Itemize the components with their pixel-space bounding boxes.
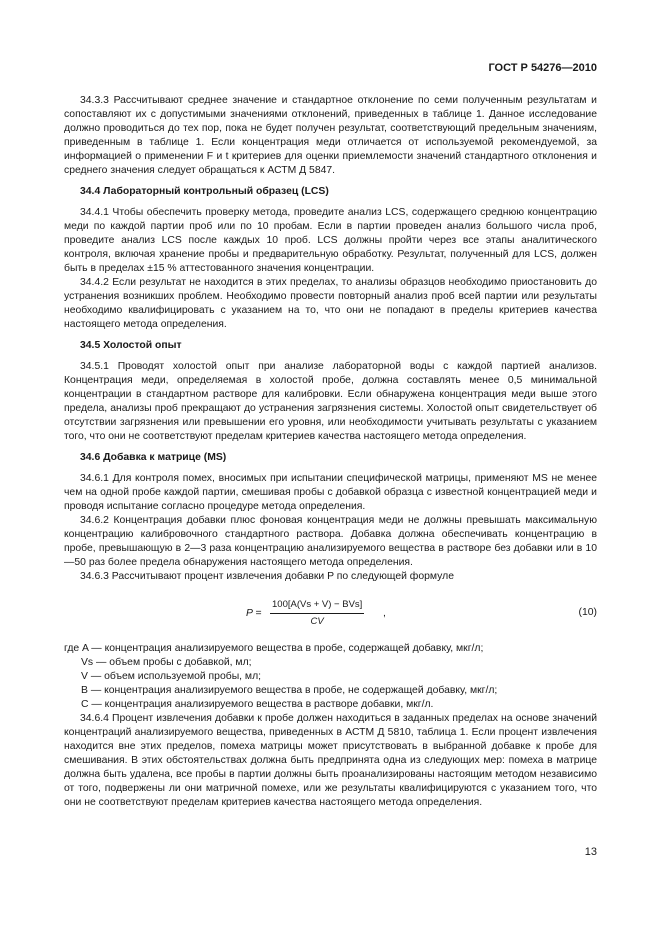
definition-vs: Vs — объем пробы с добавкой, мл; bbox=[81, 657, 252, 668]
paragraph-34-3-3: 34.3.3 Рассчитывают среднее значение и стандартное отклонение по семи полученным результатам и сопоставляют их с допустимыми значениями отклонений, приведенных в таблице 1. Данное исследование должно проводиться до тех пор, пока не будет получен результат, соответствующий предельным значениям, приведенным в таблице 1. Если концентрация меди отличается от используемой рекомендуемой, за информацией о применении F и t критериев для оценки приемлемости значений стандартного отклонения и среднего значения следует обращаться к АСТМ Д 5847. bbox=[64, 95, 597, 176]
formula-tail: , bbox=[383, 608, 386, 619]
paragraph-34-4-1: 34.4.1 Чтобы обеспечить проверку метода, проведите анализ LCS, содержащего среднюю концентрацию меди по каждой партии проб или по 10 пробам. Если в партии проведен анализ большого числа проб, проведите анализ LCS после каждых 10 проб. LCS должны пройти через все этапы аналитического контроля, включая хранение пробы и предварительную обработку. Результат, полученный для LCS, должен быть в пределах ±15 % аттестованного значения концентрации. bbox=[64, 207, 597, 274]
paragraph-34-6-2: 34.6.2 Концентрация добавки плюс фоновая концентрация меди не должны превышать максимальную концентрацию калибровочного стандартного раствора. Добавка должна обеспечивать концентрацию в пробе, превышающую в 2—3 раза концентрацию анализируемого вещества в растворе без добавки или в 10—50 раз более предела обнаружения настоящего метода определения. bbox=[64, 515, 597, 568]
formula-lhs: P = bbox=[246, 608, 262, 619]
definition-v: V — объем используемой пробы, мл; bbox=[81, 671, 262, 682]
definition-b: B — концентрация анализируемого вещества в пробе, не содержащей добавку, мкг/л; bbox=[81, 685, 498, 696]
variable-definitions bbox=[64, 642, 597, 712]
formula-number: (10) bbox=[578, 607, 597, 618]
section-heading-34-5: 34.5 Холостой опыт bbox=[80, 340, 182, 351]
paragraph-34-4-2: 34.4.2 Если результат не находится в этих пределах, то анализы образцов необходимо приостановить до устранения возникших проблем. Необходимо провести повторный анализ проб всей партии или результаты необходимо квалифицировать с указанием на то, что они не попадают в пределы критериев качества настоящего метода определения. bbox=[64, 277, 597, 330]
section-heading-34-6: 34.6 Добавка к матрице (MS) bbox=[80, 452, 227, 463]
definition-c: C — концентрация анализируемого вещества в растворе добавки, мкг/л. bbox=[81, 699, 434, 710]
standard-header: ГОСТ Р 54276—2010 bbox=[488, 62, 597, 74]
paragraph-34-6-1: 34.6.1 Для контроля помех, вносимых при испытании специфической матрицы, применяют MS не менее чем на одной пробе каждой партии, смешивая пробы с добавкой образца с известной концентрацией меди и проводя испытание согласно процедуре метода определения. bbox=[64, 473, 597, 512]
paragraph-34-6-3: 34.6.3 Рассчитывают процент извлечения добавки P по следующей формуле bbox=[80, 571, 454, 582]
paragraph-34-5-1: 34.5.1 Проводят холостой опыт при анализе лабораторной воды с каждой партией анализов. Концентрация меди, определяемая в холостой пробе, должна составлять менее 0,5 минимальной концентрации в стандартном растворе для калибровки. Если обнаружена концентрация меди выше этого предела, анализы проб прекращают до устранения загрязнения системы. Холостой опыт свидетельствует об отсутствии загрязнения или превышении его уровня, или необходимости учитывать результаты с указанием того, что они не соответствуют пределам критериев качества настоящего метода определения. bbox=[64, 361, 597, 442]
formula-10 bbox=[64, 596, 597, 630]
definition-a: где A — концентрация анализируемого вещества в пробе, содержащей добавку, мкг/л; bbox=[64, 643, 484, 654]
page-number: 13 bbox=[584, 846, 597, 858]
formula-fraction bbox=[270, 598, 364, 629]
paragraph-34-6-4: 34.6.4 Процент извлечения добавки к пробе должен находиться в заданных пределах на основе значений концентраций анализируемого вещества, приведенных в АСТМ Д 5810, таблица 1. Если процент извлечения находится вне этих пределов, помеха матрицы может присутствовать в выбранной добавке к пробе для смешивания. В этих обстоятельствах должна быть предпринята одна из следующих мер: помеха в матрице должна быть удалена, все пробы в партии должны быть проанализированы настоящим методом независимо от того, подвержены ли они матричной помехе, или же результаты квалифицируются с указанием того, что они не соответствуют пределам критериев качества настоящего метода определения. bbox=[64, 713, 597, 808]
formula-denominator: CV bbox=[310, 616, 324, 627]
section-heading-34-4: 34.4 Лабораторный контрольный образец (LCS) bbox=[80, 186, 329, 197]
document-body bbox=[64, 94, 597, 810]
formula-numerator: 100[A(Vs + V) − BVs] bbox=[270, 598, 364, 614]
